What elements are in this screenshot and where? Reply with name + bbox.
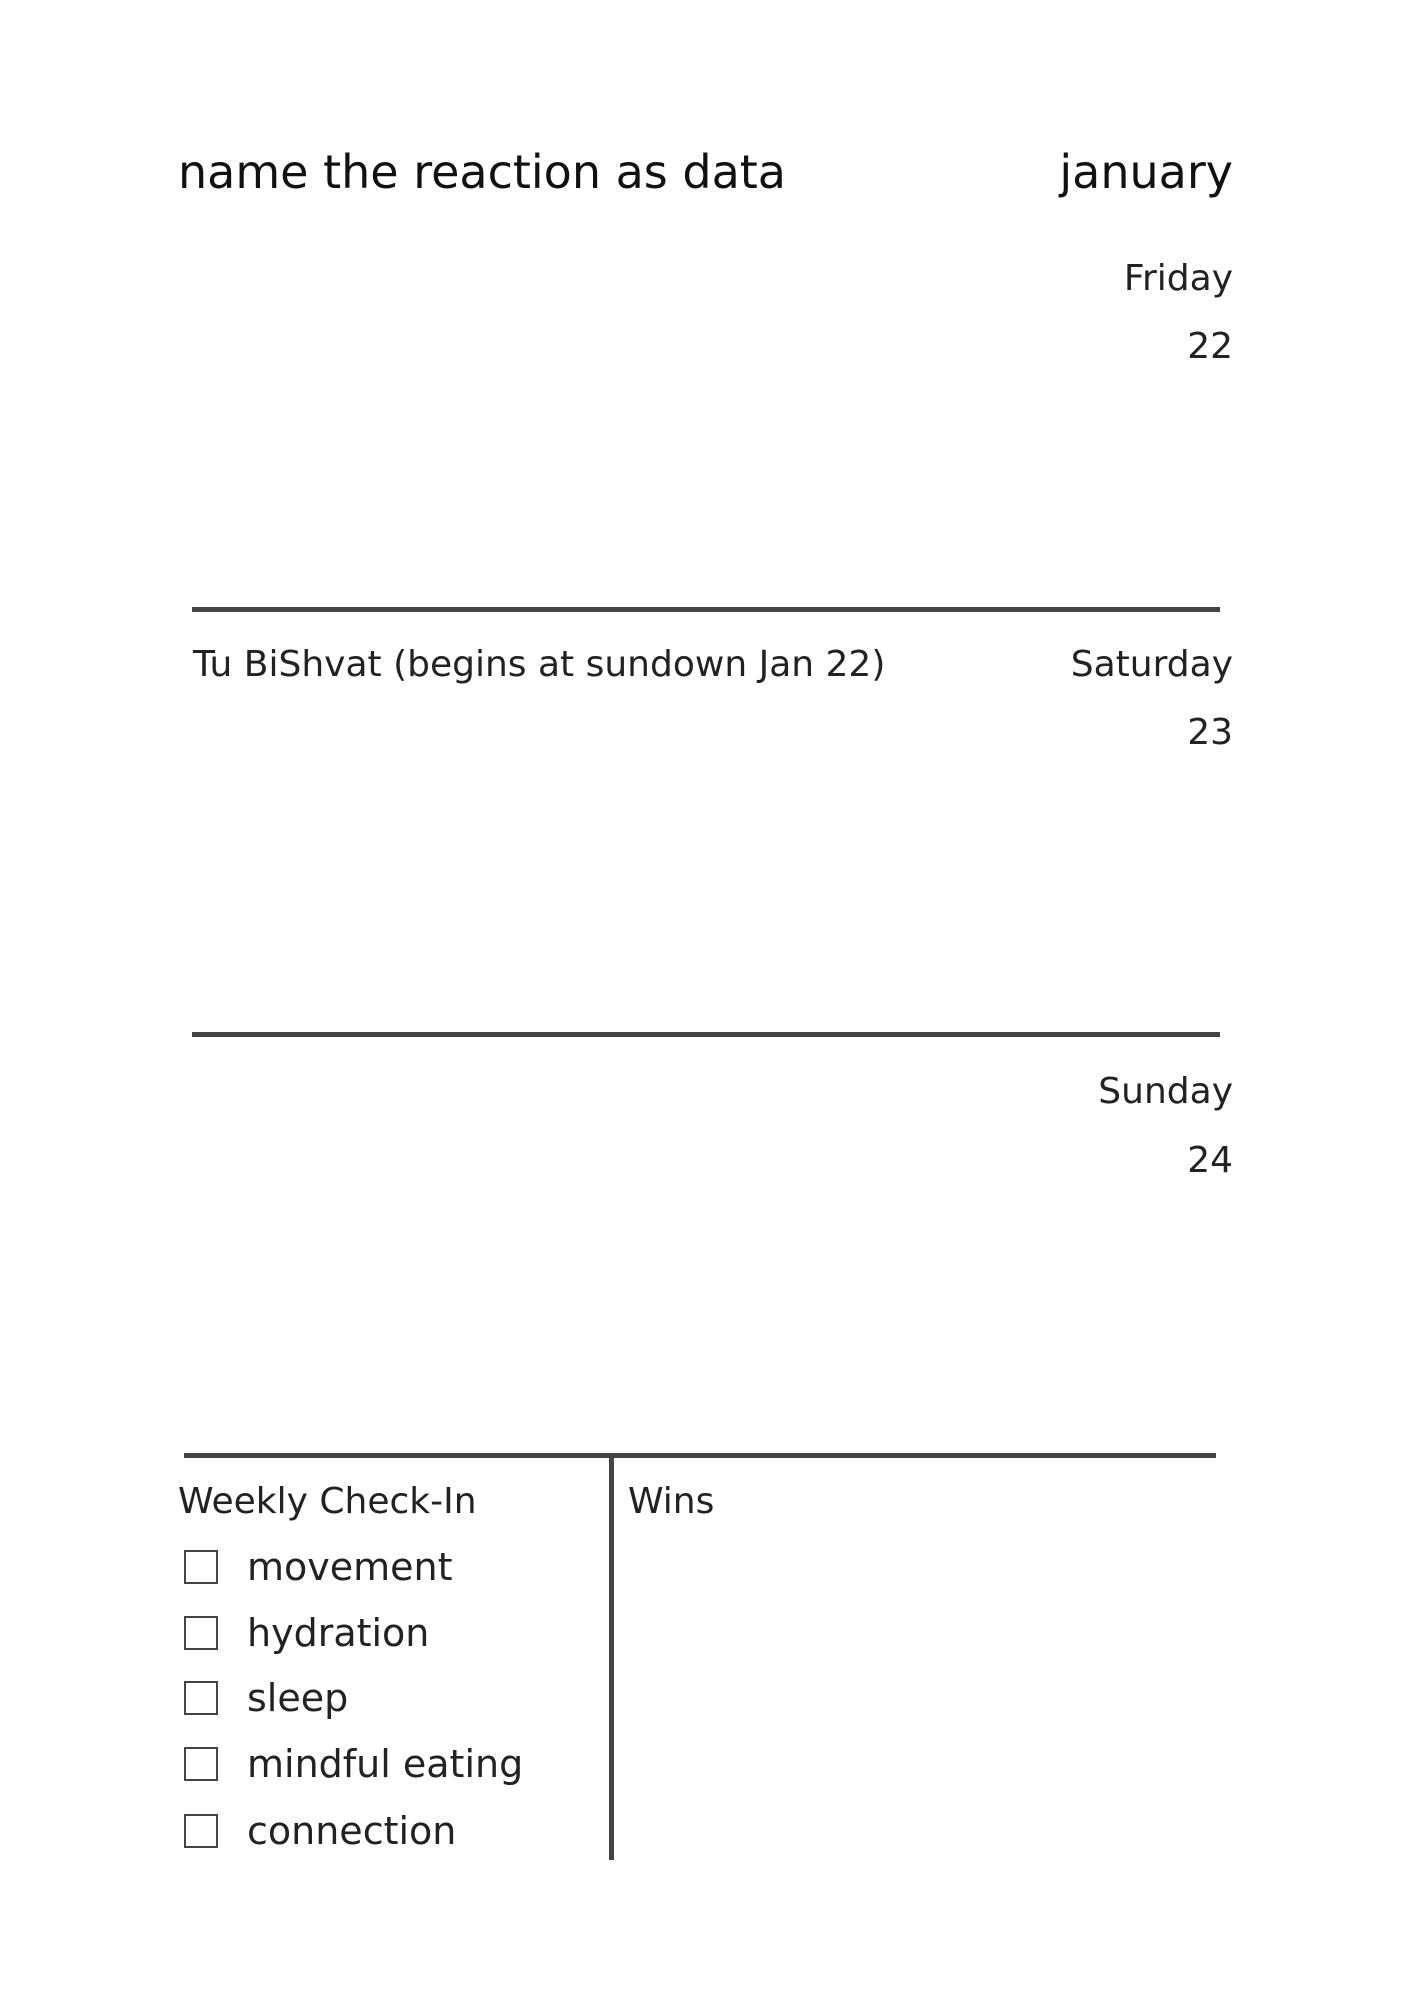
checkin-item-label: mindful eating bbox=[247, 1742, 524, 1786]
day-number-friday: 22 bbox=[1187, 326, 1233, 367]
day-name-saturday: Saturday bbox=[1070, 644, 1233, 685]
checkin-item-label: movement bbox=[247, 1545, 453, 1589]
checkin-item-mindful-eating bbox=[184, 1743, 523, 1785]
day-name-sunday: Sunday bbox=[1098, 1071, 1233, 1112]
month-label: january bbox=[1059, 145, 1233, 199]
page-title: name the reaction as data bbox=[178, 145, 786, 199]
checkin-item-hydration bbox=[184, 1612, 429, 1654]
checkin-item-connection bbox=[184, 1810, 456, 1852]
day-divider bbox=[192, 607, 1220, 612]
checkin-item-sleep bbox=[184, 1677, 348, 1719]
section-divider bbox=[184, 1453, 1216, 1458]
checkbox[interactable] bbox=[184, 1747, 218, 1781]
checkbox[interactable] bbox=[184, 1814, 218, 1848]
checkbox[interactable] bbox=[184, 1616, 218, 1650]
weekly-checkin-title: Weekly Check-In bbox=[178, 1481, 477, 1522]
event-tu-bishvat: Tu BiShvat (begins at sundown Jan 22) bbox=[193, 644, 886, 685]
day-number-sunday: 24 bbox=[1187, 1140, 1233, 1181]
wins-title: Wins bbox=[628, 1481, 715, 1522]
day-number-saturday: 23 bbox=[1187, 712, 1233, 753]
checkbox[interactable] bbox=[184, 1681, 218, 1715]
column-divider bbox=[609, 1453, 614, 1860]
checkin-item-label: sleep bbox=[247, 1676, 349, 1720]
day-name-friday: Friday bbox=[1123, 258, 1233, 299]
day-divider bbox=[192, 1032, 1220, 1037]
checkin-item-label: connection bbox=[247, 1809, 457, 1853]
checkbox[interactable] bbox=[184, 1550, 218, 1584]
checkin-item-label: hydration bbox=[247, 1611, 430, 1655]
checkin-item-movement bbox=[184, 1546, 453, 1588]
